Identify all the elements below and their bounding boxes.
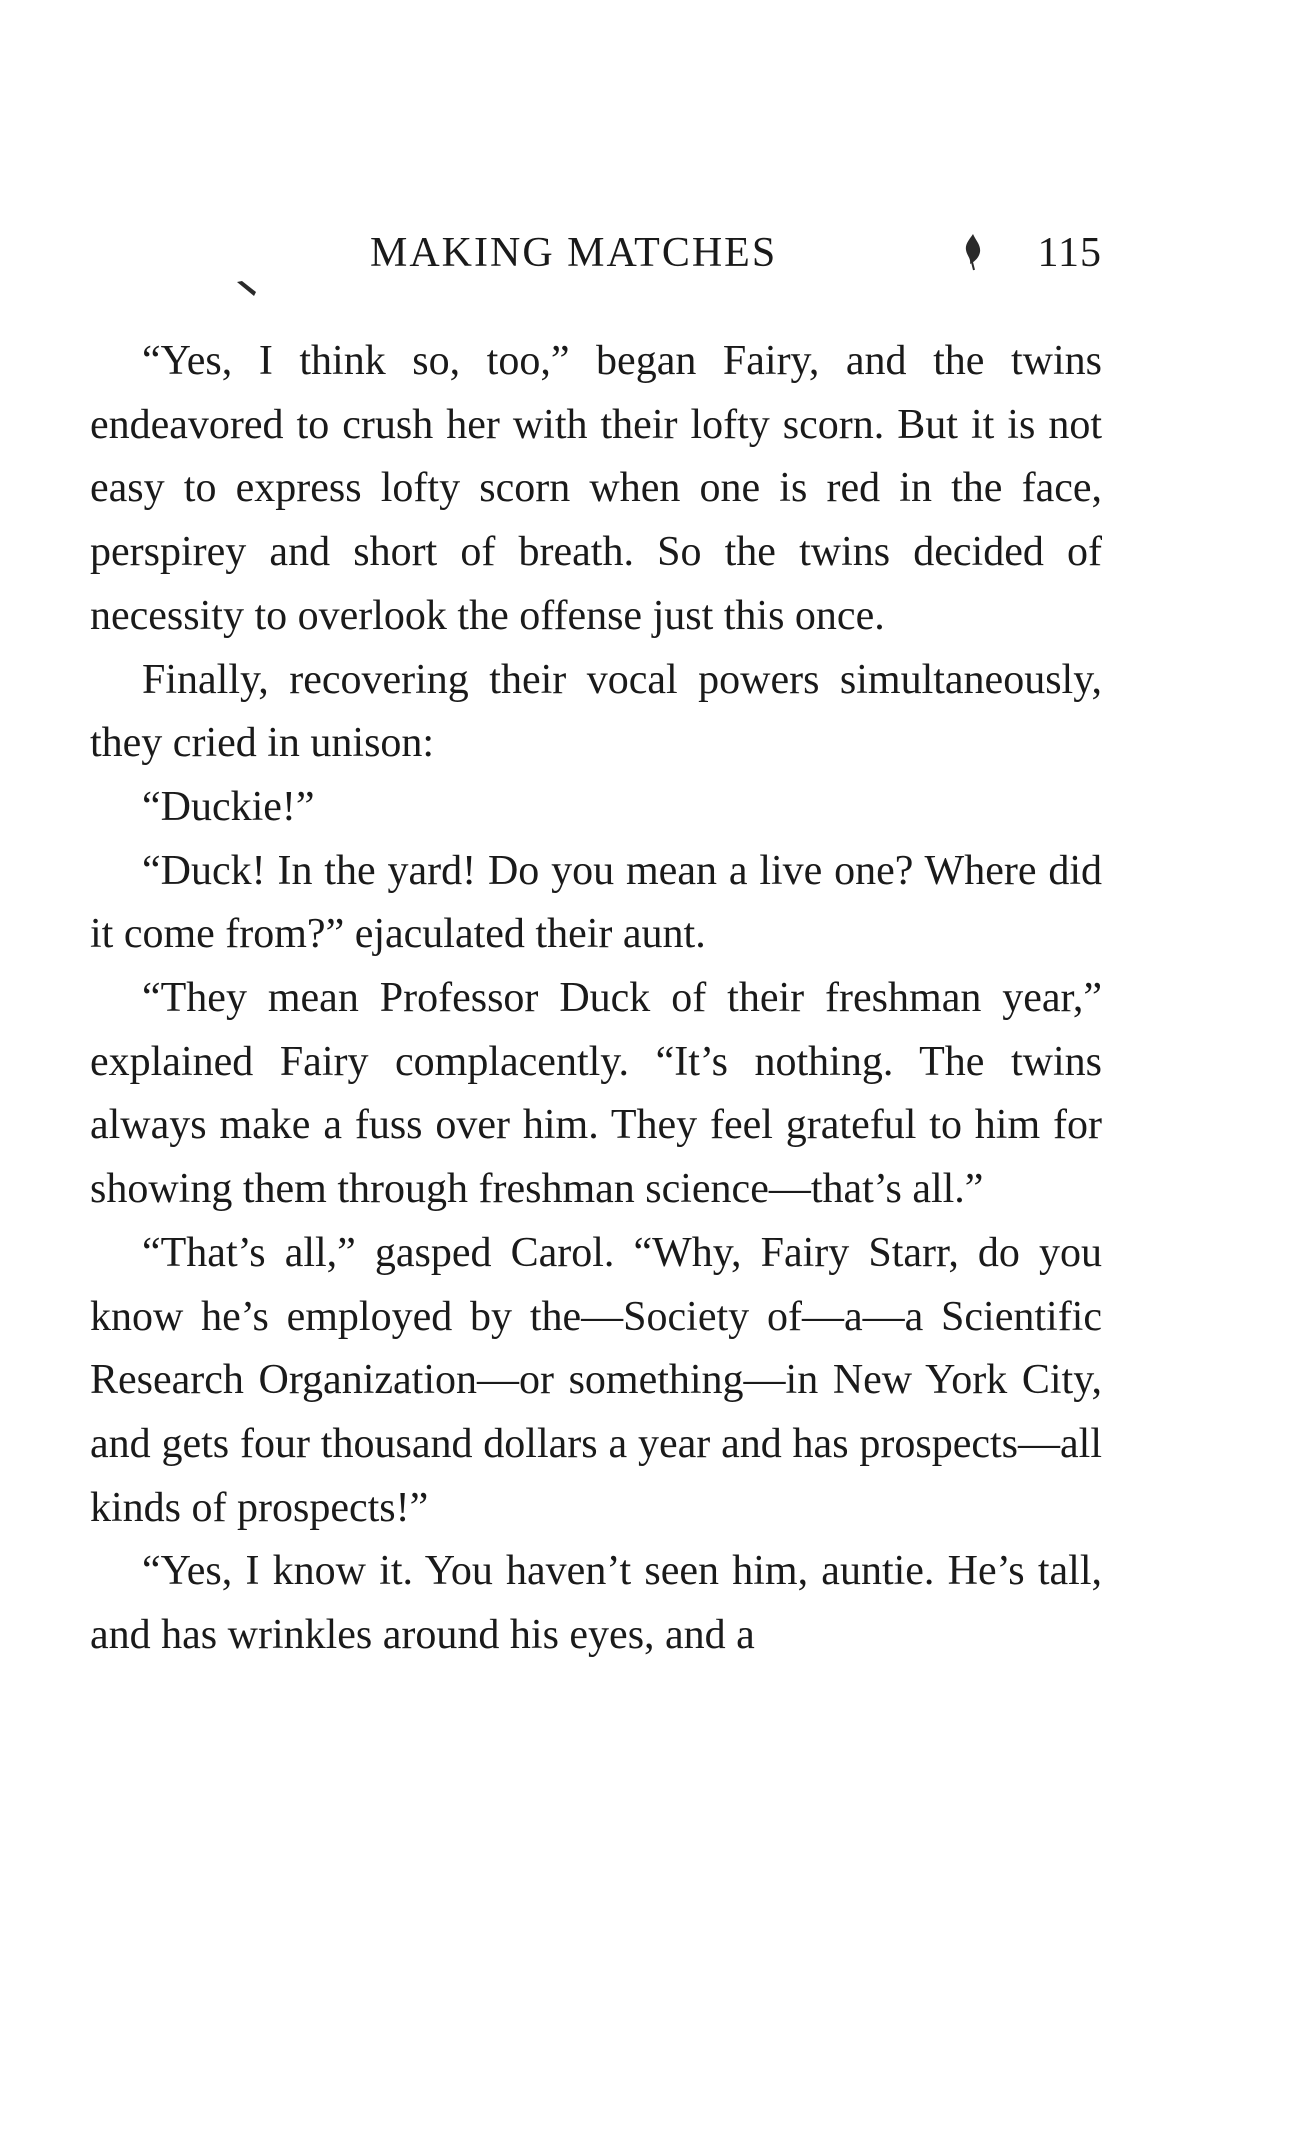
paragraph: “Duckie!” <box>142 783 315 830</box>
paragraph: “That’s all,” gasped Carol. “Why, Fairy Starr, do you know he’s employed by the—Society of—a—a Scientific Research Organization—or something—in New York City, and gets four thousand dollars a year and has prospects—all kinds of prospects!” <box>90 1229 1102 1531</box>
printer-ornament-icon <box>960 232 986 272</box>
ink-mark-icon <box>234 278 260 302</box>
paragraph: “Yes, I know it. You haven’t seen him, auntie. He’s tall, and has wrinkles around his eyes, and a <box>90 1548 1102 1659</box>
page-number: 115 <box>1037 230 1102 276</box>
paragraph: “Duck! In the yard! Do you mean a live one? Where did it come from?” ejaculated their aunt. <box>90 847 1102 958</box>
paragraph: “They mean Professor Duck of their freshman year,” explained Fairy complacently. “It’s nothing. The twins always make a fuss over him. They feel grateful to him for showing them through freshman science—that’s all.” <box>90 975 1102 1213</box>
paragraph: “Yes, I think so, too,” began Fairy, and the twins endeavored to crush her with their lofty scorn. But it is not easy to express lofty scorn when one is red in the face, perspirey and short of breath. So the twins decided of necessity to overlook the offense just this once. <box>90 338 1102 639</box>
paragraph: Finally, recovering their vocal powers simultaneously, they cried in unison: <box>90 656 1102 767</box>
running-title: MAKING MATCHES <box>370 230 778 276</box>
body-text <box>90 330 1102 1668</box>
